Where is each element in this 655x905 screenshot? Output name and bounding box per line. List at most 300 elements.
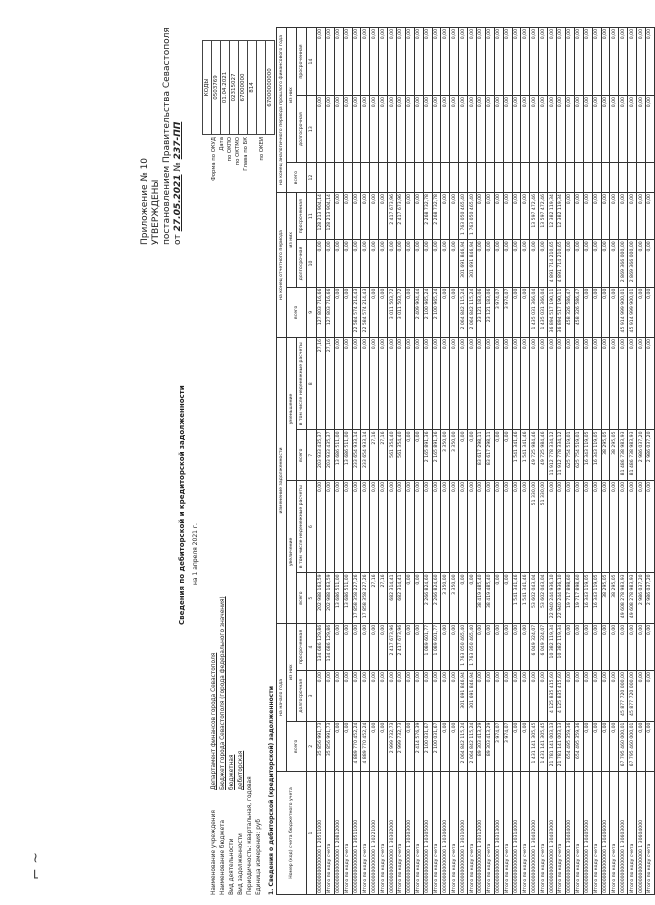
amount-cell: 16 343 119,05 <box>583 573 592 623</box>
table-row <box>512 28 521 895</box>
amount-cell: 0,00 <box>645 96 654 163</box>
amount-cell: 0,00 <box>317 28 326 96</box>
amount-cell: 0,00 <box>628 623 637 670</box>
amount-cell: 0,00 <box>343 338 352 430</box>
amount-cell: 10 382 119,34 <box>548 623 557 670</box>
amount-cell: 0,00 <box>343 721 352 771</box>
table-row <box>610 28 619 895</box>
code-label: Глава по БК <box>243 137 249 171</box>
amount-cell: 1 763 050 465,40 <box>459 623 468 670</box>
amount-cell: 233 654 933,14 <box>361 430 370 480</box>
amount-cell: 0,00 <box>450 623 459 670</box>
amount-cell: 0,00 <box>494 623 503 670</box>
table-row <box>317 28 326 895</box>
meta-label: Наименование бюджета <box>220 819 226 895</box>
amount-cell: 0,00 <box>485 623 494 670</box>
amount-cell: 0,00 <box>388 96 397 163</box>
amount-cell: 4 125 835 415,60 <box>557 671 566 721</box>
amount-cell: 0,00 <box>379 338 388 430</box>
amount-cell: 128 213 904,14 <box>317 193 326 240</box>
codes-table <box>202 40 275 135</box>
amount-cell: 0,00 <box>379 480 388 572</box>
table-row <box>628 28 637 895</box>
table-row <box>645 28 654 895</box>
amount-cell: 0,00 <box>459 480 468 572</box>
h-decrease: уменьшение <box>287 338 297 481</box>
column-number: 9 <box>307 287 317 337</box>
amount-cell: 0,00 <box>619 193 628 240</box>
amount-cell: 2 268 732,78 <box>423 193 432 240</box>
account-cell: Итого по коду счета <box>432 772 441 895</box>
amount-cell: 0,00 <box>485 671 494 721</box>
amount-cell: 2 869 366 000,00 <box>619 240 628 287</box>
account-cell: Итого по коду счета <box>574 772 583 895</box>
h-total-2a: всего <box>297 573 307 623</box>
amount-cell: 0,00 <box>370 96 379 163</box>
amount-cell: 0,00 <box>601 671 610 721</box>
amount-cell: 0,00 <box>352 193 361 240</box>
amount-cell: 38 295,05 <box>601 573 610 623</box>
amount-cell: 0,00 <box>592 721 601 771</box>
amount-cell: 2 266 824,60 <box>432 573 441 623</box>
amount-cell: 0,00 <box>512 287 521 337</box>
amount-cell: 0,00 <box>619 338 628 430</box>
amount-cell: 0,00 <box>414 193 423 240</box>
amount-cell: 6 049 324,07 <box>539 623 548 670</box>
approval-date-line <box>173 27 184 245</box>
amount-cell <box>628 163 637 193</box>
column-number: 12 <box>307 163 317 193</box>
amount-cell: 0,00 <box>494 193 503 240</box>
codes-header: КОДЫ <box>203 41 212 135</box>
amount-cell: 38 419 485,40 <box>477 573 486 623</box>
amount-cell: 0,00 <box>503 671 512 721</box>
account-cell: 000000000000000 1 30313000 <box>494 772 503 895</box>
account-cell: Итого по коду счета <box>343 772 352 895</box>
amount-cell: 0,00 <box>628 193 637 240</box>
amount-cell: 625 754 519,01 <box>565 430 574 480</box>
amount-cell: 1 431 141 305,45 <box>530 721 539 771</box>
amount-cell: 3 974,07 <box>503 287 512 337</box>
amount-cell: 0,00 <box>574 240 583 287</box>
code-value <box>257 41 266 135</box>
amount-cell: 53 602 043,04 <box>530 573 539 623</box>
amount-cell: 654 495 359,36 <box>574 721 583 771</box>
amount-cell <box>574 163 583 193</box>
amount-cell: 0,00 <box>610 287 619 337</box>
amount-cell: 0,00 <box>503 480 512 572</box>
amount-cell: 0,00 <box>530 338 539 430</box>
h-start: на начало года <box>277 623 287 771</box>
amount-cell: 4 125 835 415,60 <box>548 671 557 721</box>
table-row <box>352 28 361 895</box>
amount-cell: 2 999 732,73 <box>397 721 406 771</box>
meta-row <box>228 754 237 895</box>
amount-cell: 0,00 <box>450 28 459 96</box>
table-row <box>343 28 352 895</box>
amount-cell: 0,00 <box>379 28 388 96</box>
code-value: 0503769 <box>212 41 221 135</box>
amount-cell: 301 691 846,94 <box>468 240 477 287</box>
account-cell: 000000000000000 1 30603000 <box>619 772 628 895</box>
amount-cell: 0,00 <box>370 240 379 287</box>
amount-cell: 0,00 <box>637 338 646 430</box>
amount-cell: 0,00 <box>592 671 601 721</box>
amount-cell: 0,00 <box>645 721 654 771</box>
amount-cell: 0,00 <box>414 623 423 670</box>
amount-cell: 0,00 <box>548 28 557 96</box>
amount-cell: 0,00 <box>459 28 468 96</box>
date-label: от <box>173 234 183 245</box>
amount-cell: 13 597 472,46 <box>530 193 539 240</box>
amount-cell: 0,00 <box>370 721 379 771</box>
table-row <box>548 28 557 895</box>
amount-cell: 0,00 <box>565 96 574 163</box>
amount-cell: 0,00 <box>548 96 557 163</box>
amount-cell: 0,00 <box>325 96 334 163</box>
code-label: Форма по ОКУД <box>211 137 217 181</box>
column-number: 5 <box>307 573 317 623</box>
amount-cell: 0,00 <box>601 721 610 771</box>
amount-cell: 0,00 <box>405 480 414 572</box>
amount-cell: 0,00 <box>370 193 379 240</box>
amount-cell: 0,00 <box>361 240 370 287</box>
amount-cell <box>601 163 610 193</box>
amount-cell: 0,00 <box>601 96 610 163</box>
amount-cell: 0,00 <box>583 338 592 430</box>
table-row <box>423 28 432 895</box>
table-row <box>468 28 477 895</box>
amount-cell: 0,00 <box>565 480 574 572</box>
amount-cell: 16 343 119,05 <box>592 430 601 480</box>
amount-cell: 0,00 <box>645 193 654 240</box>
amount-cell: 0,00 <box>450 193 459 240</box>
amount-cell <box>468 163 477 193</box>
rotated-page <box>140 5 653 895</box>
amount-cell: 0,00 <box>405 28 414 96</box>
amount-cell: 0,00 <box>521 623 530 670</box>
h-total-1: всего <box>287 721 307 771</box>
amount-cell: 0,00 <box>468 430 477 480</box>
column-number: 14 <box>307 28 317 96</box>
amount-cell: 0,00 <box>637 96 646 163</box>
amount-cell: 0,00 <box>565 671 574 721</box>
amount-cell: 0,00 <box>592 287 601 337</box>
amount-cell: 2 064 842 115,24 <box>459 721 468 771</box>
amount-cell: 0,00 <box>405 240 414 287</box>
account-cell: 000000000000000 1 30312000 <box>477 772 486 895</box>
amount-cell: 67 795 460 000,01 <box>619 721 628 771</box>
amount-cell: 2 100 031,67 <box>432 721 441 771</box>
amount-cell: 2 869 366 000,00 <box>628 240 637 287</box>
amount-cell: 0,00 <box>628 480 637 572</box>
amount-cell: 0,00 <box>619 96 628 163</box>
amount-cell: 0,00 <box>539 671 548 721</box>
amount-cell: 12 382 119,34 <box>557 193 566 240</box>
amount-cell: 0,00 <box>441 623 450 670</box>
amount-cell: 0,00 <box>574 338 583 430</box>
amount-cell: 0,00 <box>343 240 352 287</box>
amount-cell: 0,00 <box>494 480 503 572</box>
amount-cell: 0,00 <box>361 96 370 163</box>
account-cell: 000000000000000 1 30314000 <box>512 772 521 895</box>
document-title: Сведения по дебиторской и кредиторской задолженности <box>178 385 186 625</box>
amount-cell: 0,00 <box>423 96 432 163</box>
amount-cell: 0,00 <box>601 623 610 670</box>
column-number: 10 <box>307 240 317 287</box>
amount-cell: 0,00 <box>619 623 628 670</box>
amount-cell: 0,00 <box>601 338 610 430</box>
column-number: 13 <box>307 96 317 163</box>
account-cell: 000000000000000 1 30511000 <box>352 772 361 895</box>
amount-cell: 0,00 <box>512 240 521 287</box>
table-row <box>397 28 406 895</box>
amount-cell: 0,00 <box>565 240 574 287</box>
amount-cell: 0,00 <box>503 430 512 480</box>
meta-row <box>210 652 219 895</box>
amount-cell: 0,00 <box>441 240 450 287</box>
amount-cell: 0,00 <box>583 96 592 163</box>
table-row <box>361 28 370 895</box>
amount-cell: 0,00 <box>370 623 379 670</box>
amount-cell: 0,00 <box>397 671 406 721</box>
amount-cell <box>645 163 654 193</box>
amount-cell: 0,00 <box>637 480 646 572</box>
amount-cell: 0,00 <box>494 28 503 96</box>
amount-cell: 1 089 601,77 <box>432 623 441 670</box>
amount-cell: 0,00 <box>441 193 450 240</box>
amount-cell: 0,00 <box>441 287 450 337</box>
amount-cell <box>539 163 548 193</box>
account-cell: Итого по коду счета <box>610 772 619 895</box>
amount-cell: 0,00 <box>414 28 423 96</box>
table-row <box>379 28 388 895</box>
amount-cell: 0,00 <box>432 240 441 287</box>
amount-cell: 35 856 991,73 <box>325 721 334 771</box>
amount-cell: 0,00 <box>397 28 406 96</box>
account-cell: Итого по коду счета <box>645 772 654 895</box>
amount-cell: 0,00 <box>521 96 530 163</box>
amount-cell: 0,00 <box>343 193 352 240</box>
table-row <box>503 28 512 895</box>
amount-cell: 2 100 031,67 <box>423 721 432 771</box>
amount-cell: 0,00 <box>583 240 592 287</box>
amount-cell: 0,00 <box>583 287 592 337</box>
amount-cell: 23 121 183,06 <box>485 287 494 337</box>
account-cell: 000000000000000 1 20511000 <box>317 772 326 895</box>
code-value: 01.04.2021 <box>221 41 230 135</box>
amount-cell: 233 654 933,14 <box>352 430 361 480</box>
amount-cell: 53 602 043,04 <box>539 573 548 623</box>
amount-cell: 45 877 720 000,00 <box>628 671 637 721</box>
amount-cell: 458 326 586,47 <box>574 287 583 337</box>
amount-cell: 682 314,41 <box>397 573 406 623</box>
amount-cell <box>432 163 441 193</box>
amount-cell: 83 617 298,11 <box>485 430 494 480</box>
amount-cell: 0,00 <box>450 338 459 430</box>
amount-cell: 13 597 472,46 <box>539 193 548 240</box>
amount-cell: 0,00 <box>405 338 414 430</box>
amount-cell: 13 686 511,00 <box>343 430 352 480</box>
amount-cell: 0,00 <box>574 671 583 721</box>
amount-cell: 0,00 <box>361 623 370 670</box>
table-row <box>459 28 468 895</box>
amount-cell: 0,00 <box>477 193 486 240</box>
amount-cell: 0,00 <box>592 623 601 670</box>
amount-cell: 0,00 <box>414 573 423 623</box>
amount-cell: 0,00 <box>645 28 654 96</box>
amount-cell: 0,00 <box>325 480 334 572</box>
amount-cell: 0,00 <box>352 338 361 430</box>
amount-cell: 2 986 037,20 <box>645 430 654 480</box>
amount-cell: 0,00 <box>548 480 557 572</box>
account-cell: Итого по коду счета <box>361 772 370 895</box>
amount-cell: 0,00 <box>557 338 566 430</box>
appendix-line: Приложение № 10 <box>140 157 150 245</box>
amount-cell: 0,00 <box>352 96 361 163</box>
amount-cell: 22 940 244 936,10 <box>548 573 557 623</box>
amount-cell: 0,00 <box>388 480 397 572</box>
amount-cell: 0,00 <box>601 480 610 572</box>
amount-cell: 11 912 778 334,12 <box>557 430 566 480</box>
amount-cell: 0,00 <box>485 28 494 96</box>
amount-cell: 0,00 <box>503 338 512 430</box>
amount-cell: 16 343 119,05 <box>592 573 601 623</box>
code-value: 02315027 <box>230 41 239 135</box>
amount-cell: 0,00 <box>450 96 459 163</box>
amount-cell: 0,00 <box>601 240 610 287</box>
table-row <box>619 28 628 895</box>
h-total-4: всего <box>287 163 307 193</box>
amount-cell: 0,00 <box>317 671 326 721</box>
amount-cell: 2 417 673,96 <box>388 193 397 240</box>
amount-cell <box>414 163 423 193</box>
code-label: по ОКЕИ <box>259 137 265 161</box>
account-cell: Итого по коду счета <box>485 772 494 895</box>
amount-cell <box>325 163 334 193</box>
amount-cell: 0,00 <box>637 721 646 771</box>
amount-cell: 0,00 <box>370 671 379 721</box>
amount-cell: 11 912 778 334,12 <box>548 430 557 480</box>
amount-cell: 17 858 358 227,26 <box>361 573 370 623</box>
amount-cell: 2 417 673,96 <box>388 623 397 670</box>
amount-cell: 38 295,05 <box>601 430 610 480</box>
amount-cell: 0,00 <box>628 28 637 96</box>
amount-cell: 0,00 <box>494 338 503 430</box>
amount-cell: 0,00 <box>441 480 450 572</box>
amount-cell: 301 691 846,94 <box>468 671 477 721</box>
amount-cell: 13 686 511,00 <box>343 573 352 623</box>
amount-cell: 0,00 <box>459 430 468 480</box>
amount-cell: 0,00 <box>530 671 539 721</box>
amount-cell <box>512 163 521 193</box>
amount-cell: 0,00 <box>468 96 477 163</box>
amount-cell: 134 686 129,86 <box>317 623 326 670</box>
meta-value: Департамент финансов города Севастополя <box>211 652 217 790</box>
table-row <box>450 28 459 895</box>
amount-cell: 83 617 298,11 <box>477 430 486 480</box>
amount-cell: 0,00 <box>565 338 574 430</box>
amount-cell: 45 914 999 900,01 <box>619 287 628 337</box>
amount-cell: 19 717 898,60 <box>565 573 574 623</box>
amount-cell: 23 121 183,06 <box>477 287 486 337</box>
amount-cell: 0,00 <box>325 240 334 287</box>
amount-cell: 0,00 <box>645 338 654 430</box>
amount-cell: 203 933 435,37 <box>317 430 326 480</box>
amount-cell: 27,16 <box>370 430 379 480</box>
amount-cell: 0,00 <box>637 240 646 287</box>
amount-cell: 13 686 511,00 <box>334 430 343 480</box>
amount-cell: 0,00 <box>450 287 459 337</box>
amount-cell: 0,00 <box>645 287 654 337</box>
account-cell: Итого по коду счета <box>521 772 530 895</box>
amount-cell <box>317 163 326 193</box>
account-cell: 000000000000000 1 30305000 <box>423 772 432 895</box>
codes-labels <box>202 137 266 195</box>
h-long-3: долгосрочная <box>297 240 307 287</box>
account-cell: Итого по коду счета <box>628 772 637 895</box>
amount-cell: 0,00 <box>503 623 512 670</box>
amount-cell <box>459 163 468 193</box>
amount-cell: 0,00 <box>494 96 503 163</box>
table-body <box>317 28 655 895</box>
meta-label: Единица измерения: руб <box>256 819 262 895</box>
amount-cell: 0,00 <box>379 721 388 771</box>
amount-cell: 0,00 <box>610 623 619 670</box>
amount-cell: 0,00 <box>477 240 486 287</box>
amount-cell <box>450 163 459 193</box>
column-number: 11 <box>307 193 317 240</box>
amount-cell: 2 986 037,20 <box>637 430 646 480</box>
amount-cell: 0,00 <box>379 193 388 240</box>
account-cell: 000000000000000 1 30306000 <box>441 772 450 895</box>
amount-cell: 12 382 119,34 <box>548 193 557 240</box>
account-cell: Итого по коду счета <box>414 772 423 895</box>
table-row <box>494 28 503 895</box>
h-long-4: долгосрочная <box>297 96 307 163</box>
amount-cell: 0,00 <box>592 480 601 572</box>
amount-cell <box>343 163 352 193</box>
amount-cell: 0,00 <box>414 96 423 163</box>
amount-cell: 0,00 <box>468 338 477 430</box>
amount-cell: 0,00 <box>450 721 459 771</box>
amount-cell: 0,00 <box>574 193 583 240</box>
amount-cell: 0,00 <box>592 338 601 430</box>
amount-cell: 2 165 891,36 <box>432 430 441 480</box>
table-row <box>592 28 601 895</box>
amount-cell: 0,00 <box>414 240 423 287</box>
amount-cell: 45 877 720 000,00 <box>619 671 628 721</box>
amount-cell: 0,00 <box>441 671 450 721</box>
account-cell: Итого по коду счета <box>450 772 459 895</box>
amount-cell: 0,00 <box>574 480 583 572</box>
number-label: № <box>173 162 183 172</box>
amount-cell: 0,00 <box>503 240 512 287</box>
amount-cell: 0,00 <box>574 96 583 163</box>
amount-cell: 0,00 <box>645 671 654 721</box>
amount-cell: 0,00 <box>441 28 450 96</box>
amount-cell: 0,00 <box>405 430 414 480</box>
amount-cell: 0,00 <box>548 338 557 430</box>
amount-cell: 0,00 <box>512 28 521 96</box>
amount-cell <box>565 163 574 193</box>
amount-cell: 2 165 891,36 <box>423 430 432 480</box>
amount-cell: 0,00 <box>637 671 646 721</box>
amount-cell: 0,00 <box>334 193 343 240</box>
amount-cell: 51 330,00 <box>530 480 539 572</box>
h-noncash-b: в том числе неденежные расчеты <box>297 338 307 430</box>
code-label: по ОКПО <box>227 137 233 162</box>
